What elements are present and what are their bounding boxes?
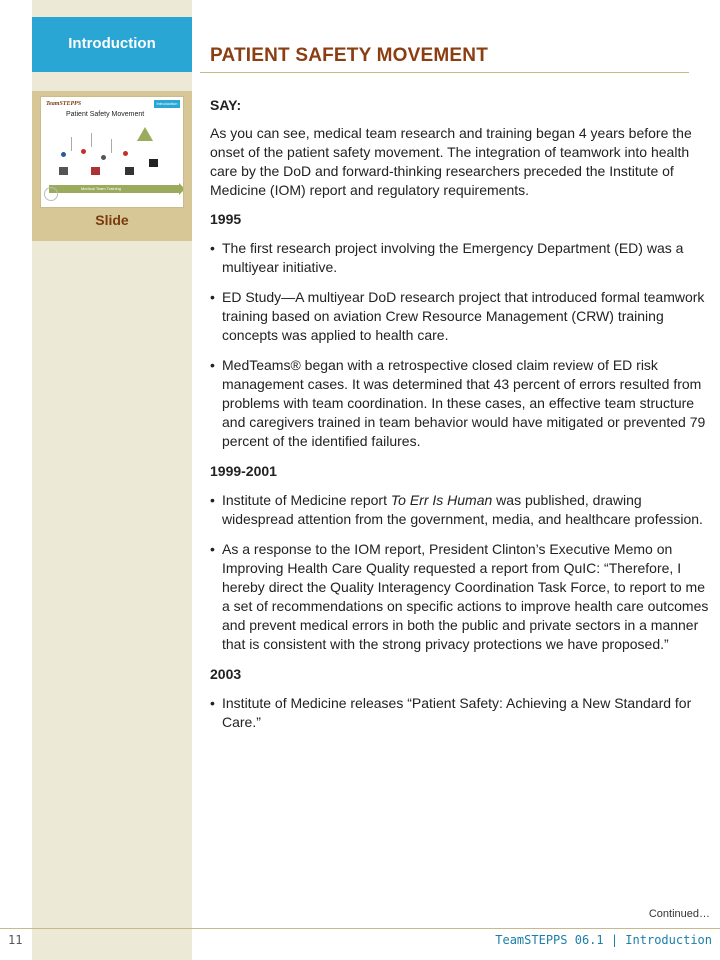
thumbnail-dot-icon [123, 151, 128, 156]
say-heading: SAY: [210, 97, 242, 113]
bullet-item: • MedTeams® began with a retrospective closed claim review of ED risk management cases. It was determined that 43 percent of errors resulted from problems with team coordination. In these cases, an effective team structure and caregivers trained in team behavior would have mitigated or prevented 79 percent of the identified failures. [210, 356, 710, 451]
bullet-item: • As a response to the IOM report, President Clinton’s Executive Memo on Improving Health Care Quality requested a report from QuIC: “Therefore, I hereby direct the Quality Interagency Coordination Task Force, to report to me a set of recommendations on specific actions to improve health care outcomes and prevent medical errors in both the public and private sectors in a manner that is consistent with the strong privacy protections we have proposed.” [210, 540, 710, 654]
thumbnail-tab: Introduction [154, 100, 180, 108]
year-heading-1999-2001: 1999-2001 [210, 463, 277, 479]
intro-paragraph: As you can see, medical team research and training began 4 years before the onset of the patient safety movement. The integration of teamwork into health care by the DoD and forward-thinking researchers preceded the Institute of Medicine (IOM) report and regulatory requirements. [210, 125, 692, 198]
bullet-item: • The first research project involving the Emergency Department (ED) was a multiyear initiative. [210, 239, 710, 277]
thumbnail-dot-icon [61, 152, 66, 157]
bullet-item [210, 491, 710, 529]
thumbnail-photo-icon [125, 167, 134, 175]
bullet-text: Institute of Medicine report [222, 492, 391, 508]
year-heading-2003: 2003 [210, 666, 242, 682]
footer-divider [0, 928, 720, 929]
thumbnail-title: Patient Safety Movement [66, 111, 145, 118]
thumbnail-dot-icon [101, 155, 106, 160]
main-content [210, 96, 710, 743]
thumbnail-dot-icon [81, 149, 86, 154]
thumbnail-band-text: Medical Team Training [81, 186, 121, 191]
bullet-item: • ED Study—A multiyear DoD research project that introduced formal teamwork training based on aviation Crew Resource Management (CRW) training concepts was applied to health care. [210, 288, 710, 345]
thumbnail-triangle-icon [137, 127, 153, 141]
bullet-text: was published, drawing widespread attention from the government, media, and healthcare profession. [222, 492, 703, 527]
thumbnail-brand: TeamSTEPPS [46, 101, 82, 107]
thumbnail-logo-icon [44, 187, 58, 201]
section-tab: Introduction [32, 17, 192, 72]
title-divider [200, 72, 689, 73]
slide-label: Slide [95, 212, 129, 228]
book-title: To Err Is Human [390, 492, 493, 508]
thumbnail-photo-icon [91, 167, 100, 175]
thumbnail-photo-icon [149, 159, 158, 167]
footer-text: TeamSTEPPS 06.1 | Introduction [495, 933, 712, 947]
thumbnail-timeline-line [111, 139, 112, 153]
slide-thumbnail[interactable] [40, 96, 184, 208]
thumbnail-timeline-line [71, 137, 72, 151]
thumbnail-timeline-line [91, 133, 92, 147]
year-heading-1995: 1995 [210, 211, 242, 227]
continued-label: Continued… [648, 908, 710, 920]
thumbnail-photo-icon [59, 167, 68, 175]
page-number: 11 [8, 933, 23, 947]
bullet-item: • Institute of Medicine releases “Patient Safety: Achieving a New Standard for Care.” [210, 694, 710, 732]
page-title: PATIENT SAFETY MOVEMENT [210, 45, 489, 66]
